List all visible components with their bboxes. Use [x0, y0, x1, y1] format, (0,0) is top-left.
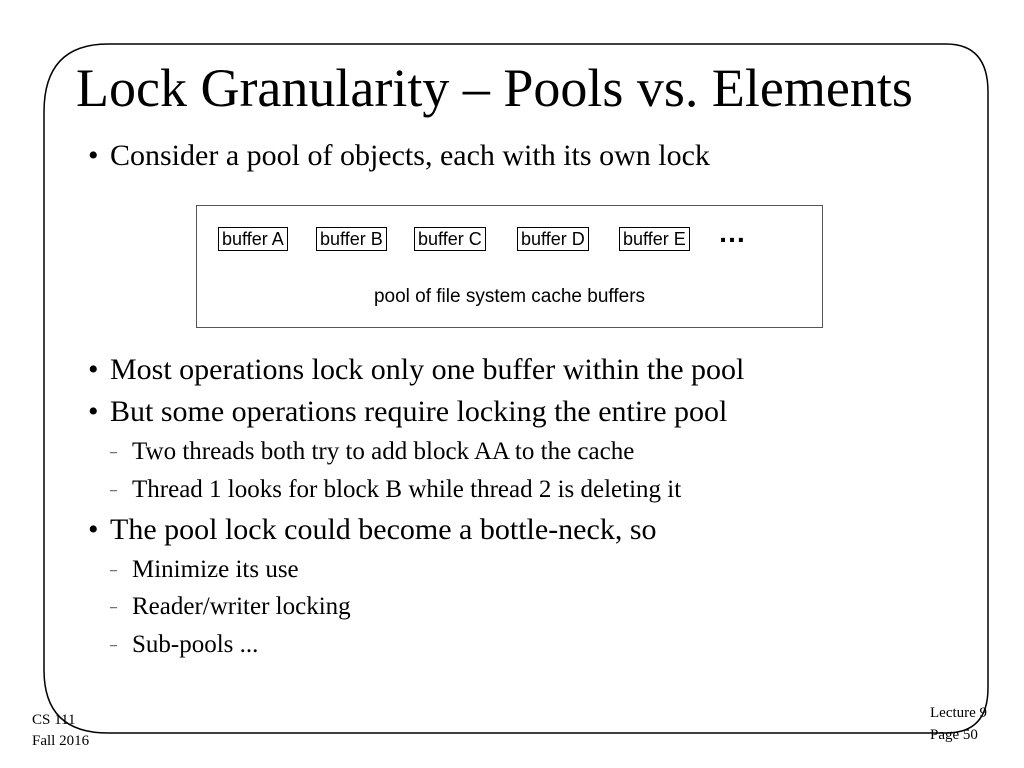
bullet-marker: •: [88, 513, 99, 546]
slide-title: Lock Granularity – Pools vs. Elements: [76, 58, 913, 118]
buffer-b-box: buffer B: [316, 227, 387, 251]
bullet-marker: •: [88, 395, 99, 428]
sub-bullet-text: Sub-pools ...: [132, 631, 259, 658]
sub-bullet-item: [110, 475, 681, 506]
sub-bullet-text: Reader/writer locking: [132, 593, 351, 620]
sub-bullet-marker: –: [110, 445, 117, 461]
footer-term: Fall 2016: [32, 733, 90, 749]
bullet-marker: •: [88, 139, 99, 172]
sub-bullet-text: Minimize its use: [132, 556, 299, 583]
bullet-marker: •: [88, 353, 99, 386]
buffer-e-box: buffer E: [619, 227, 690, 251]
pool-caption: pool of file system cache buffers: [373, 286, 646, 307]
sub-bullet-marker: –: [110, 563, 117, 579]
buffer-a-box: buffer A: [218, 227, 288, 251]
bullet-item: [88, 352, 744, 388]
sub-bullet-item: [110, 630, 258, 661]
bullet-item: [88, 394, 727, 430]
sub-bullet-marker: –: [110, 600, 117, 616]
bullet-text: The pool lock could become a bottle-neck, so: [110, 513, 657, 546]
buffer-c-box: buffer C: [414, 227, 486, 251]
more-buffers-ellipsis: …: [718, 217, 746, 248]
footer-course: CS 111: [32, 712, 76, 728]
bullet-text: But some operations require locking the entire pool: [110, 395, 728, 428]
bullet-text: Consider a pool of objects, each with its own lock: [110, 139, 710, 172]
buffer-d-box: buffer D: [517, 227, 589, 251]
sub-bullet-text: Two threads both try to add block AA to the cache: [132, 438, 635, 465]
sub-bullet-item: [110, 592, 351, 623]
footer-page: Page 50: [930, 727, 978, 743]
sub-bullet-item: [110, 555, 299, 586]
sub-bullet-marker: –: [110, 638, 117, 654]
footer-lecture: Lecture 9: [930, 705, 988, 721]
sub-bullet-item: [110, 437, 634, 468]
bullet-item: [88, 512, 657, 548]
bullet-item: [88, 138, 710, 174]
sub-bullet-marker: –: [110, 483, 117, 499]
bullet-text: Most operations lock only one buffer within the pool: [110, 353, 745, 386]
sub-bullet-text: Thread 1 looks for block B while thread 2 is deleting it: [132, 476, 682, 503]
